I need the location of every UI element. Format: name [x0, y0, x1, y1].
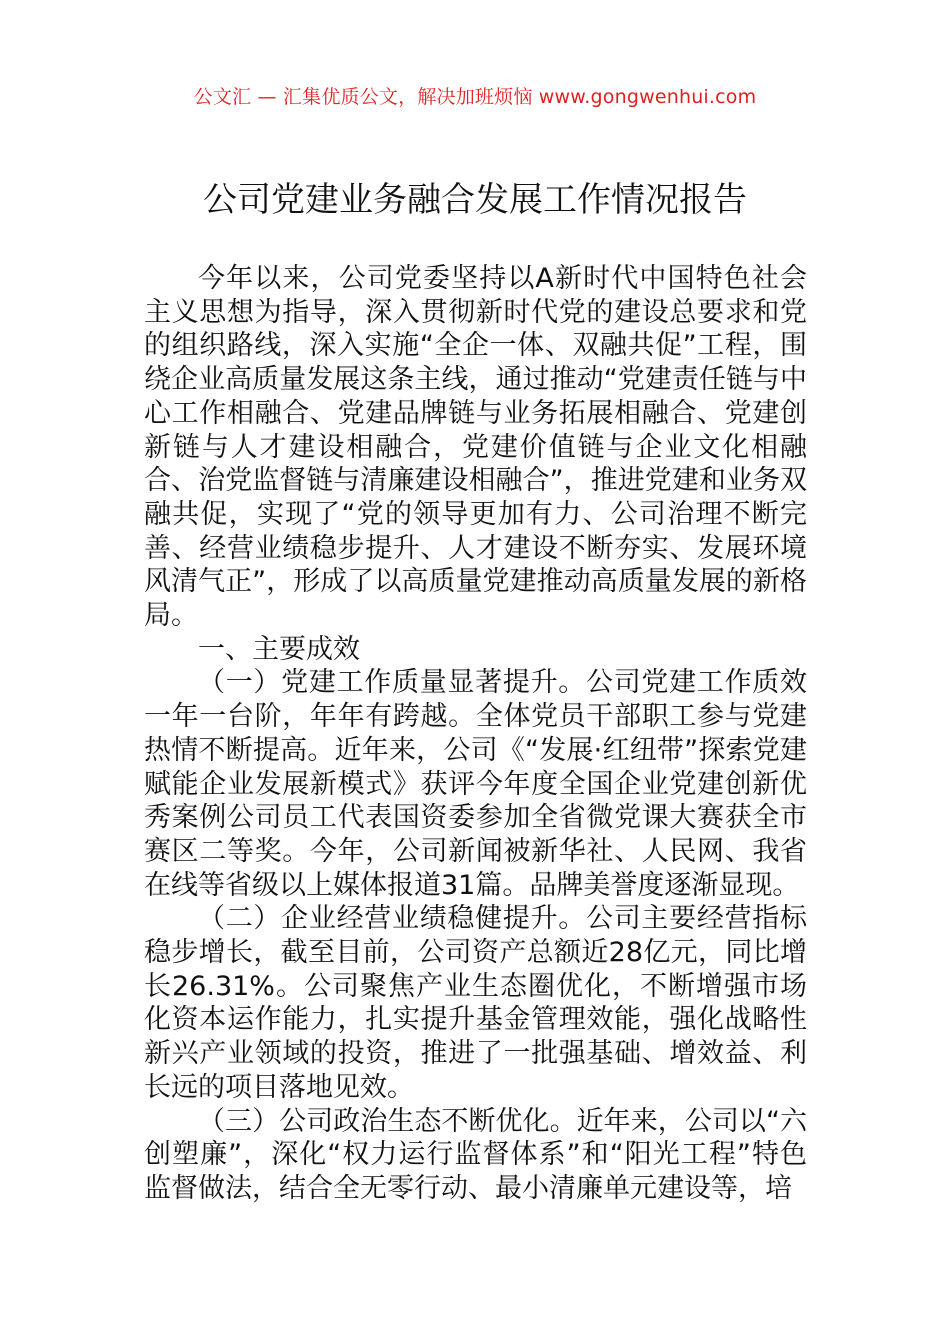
section-heading-main-results: 一、主要成效 — [198, 633, 360, 665]
paragraph-business-performance: （二）企业经营业绩稳健提升。公司主要经营指标稳步增长，截至目前，公司资产总额近28亿元，同比增长26.31%。公司聚焦产业生态圈优化，不断增强市场化资本运作能力，扎实提升基金管理效能，强化战略性新兴产业领域的投资，推进了一批强基础、增效益、利长远的项目落地见效。 — [144, 903, 807, 1103]
paragraph-intro: 今年以来，公司党委坚持以A新时代中国特色社会主义思想为指导，深入贯彻新时代党的建设总要求和党的组织路线，深入实施“全企一体、双融共促”工程，围绕企业高质量发展这条主线，通过推动“党建责任链与中心工作相融合、党建品牌链与业务拓展相融合、党建创新链与人才建设相融合，党建价值链与企业文化相融合、治党监督链与清廉建设相融合”，推进党建和业务双融共促，实现了“党的领导更加有力、公司治理不断完善、经营业绩稳步提升、人才建设不断夯实、发展环境风清气正”，形成了以高质量党建推动高质量发展的新格局。 — [144, 263, 807, 632]
site-header-banner: 公文汇 — 汇集优质公文，解决加班烦恼 www.gongwenhui.com — [193, 86, 757, 108]
document-title: 公司党建业务融合发展工作情况报告 — [203, 180, 747, 220]
paragraph-party-building: （一）党建工作质量显著提升。公司党建工作质效一年一台阶，年年有跨越。全体党员干部职工参与党建热情不断提高。近年来，公司《“发展·红纽带”探索党建赋能企业发展新模式》获评今年度全国企业党建创新优秀案例公司员工代表国资委参加全省微党课大赛获全市赛区二等奖。今年，公司新闻被新华社、人民网、我省在线等省级以上媒体报道31篇。品牌美誉度逐渐显现。 — [144, 667, 807, 901]
paragraph-political-ecology: （三）公司政治生态不断优化。近年来，公司以“六创塑廉”，深化“权力运行监督体系”和“阳光工程”特色监督做法，结合全无零行动、最小清廉单元建设等，培 — [144, 1105, 807, 1204]
document-body — [144, 262, 807, 1206]
